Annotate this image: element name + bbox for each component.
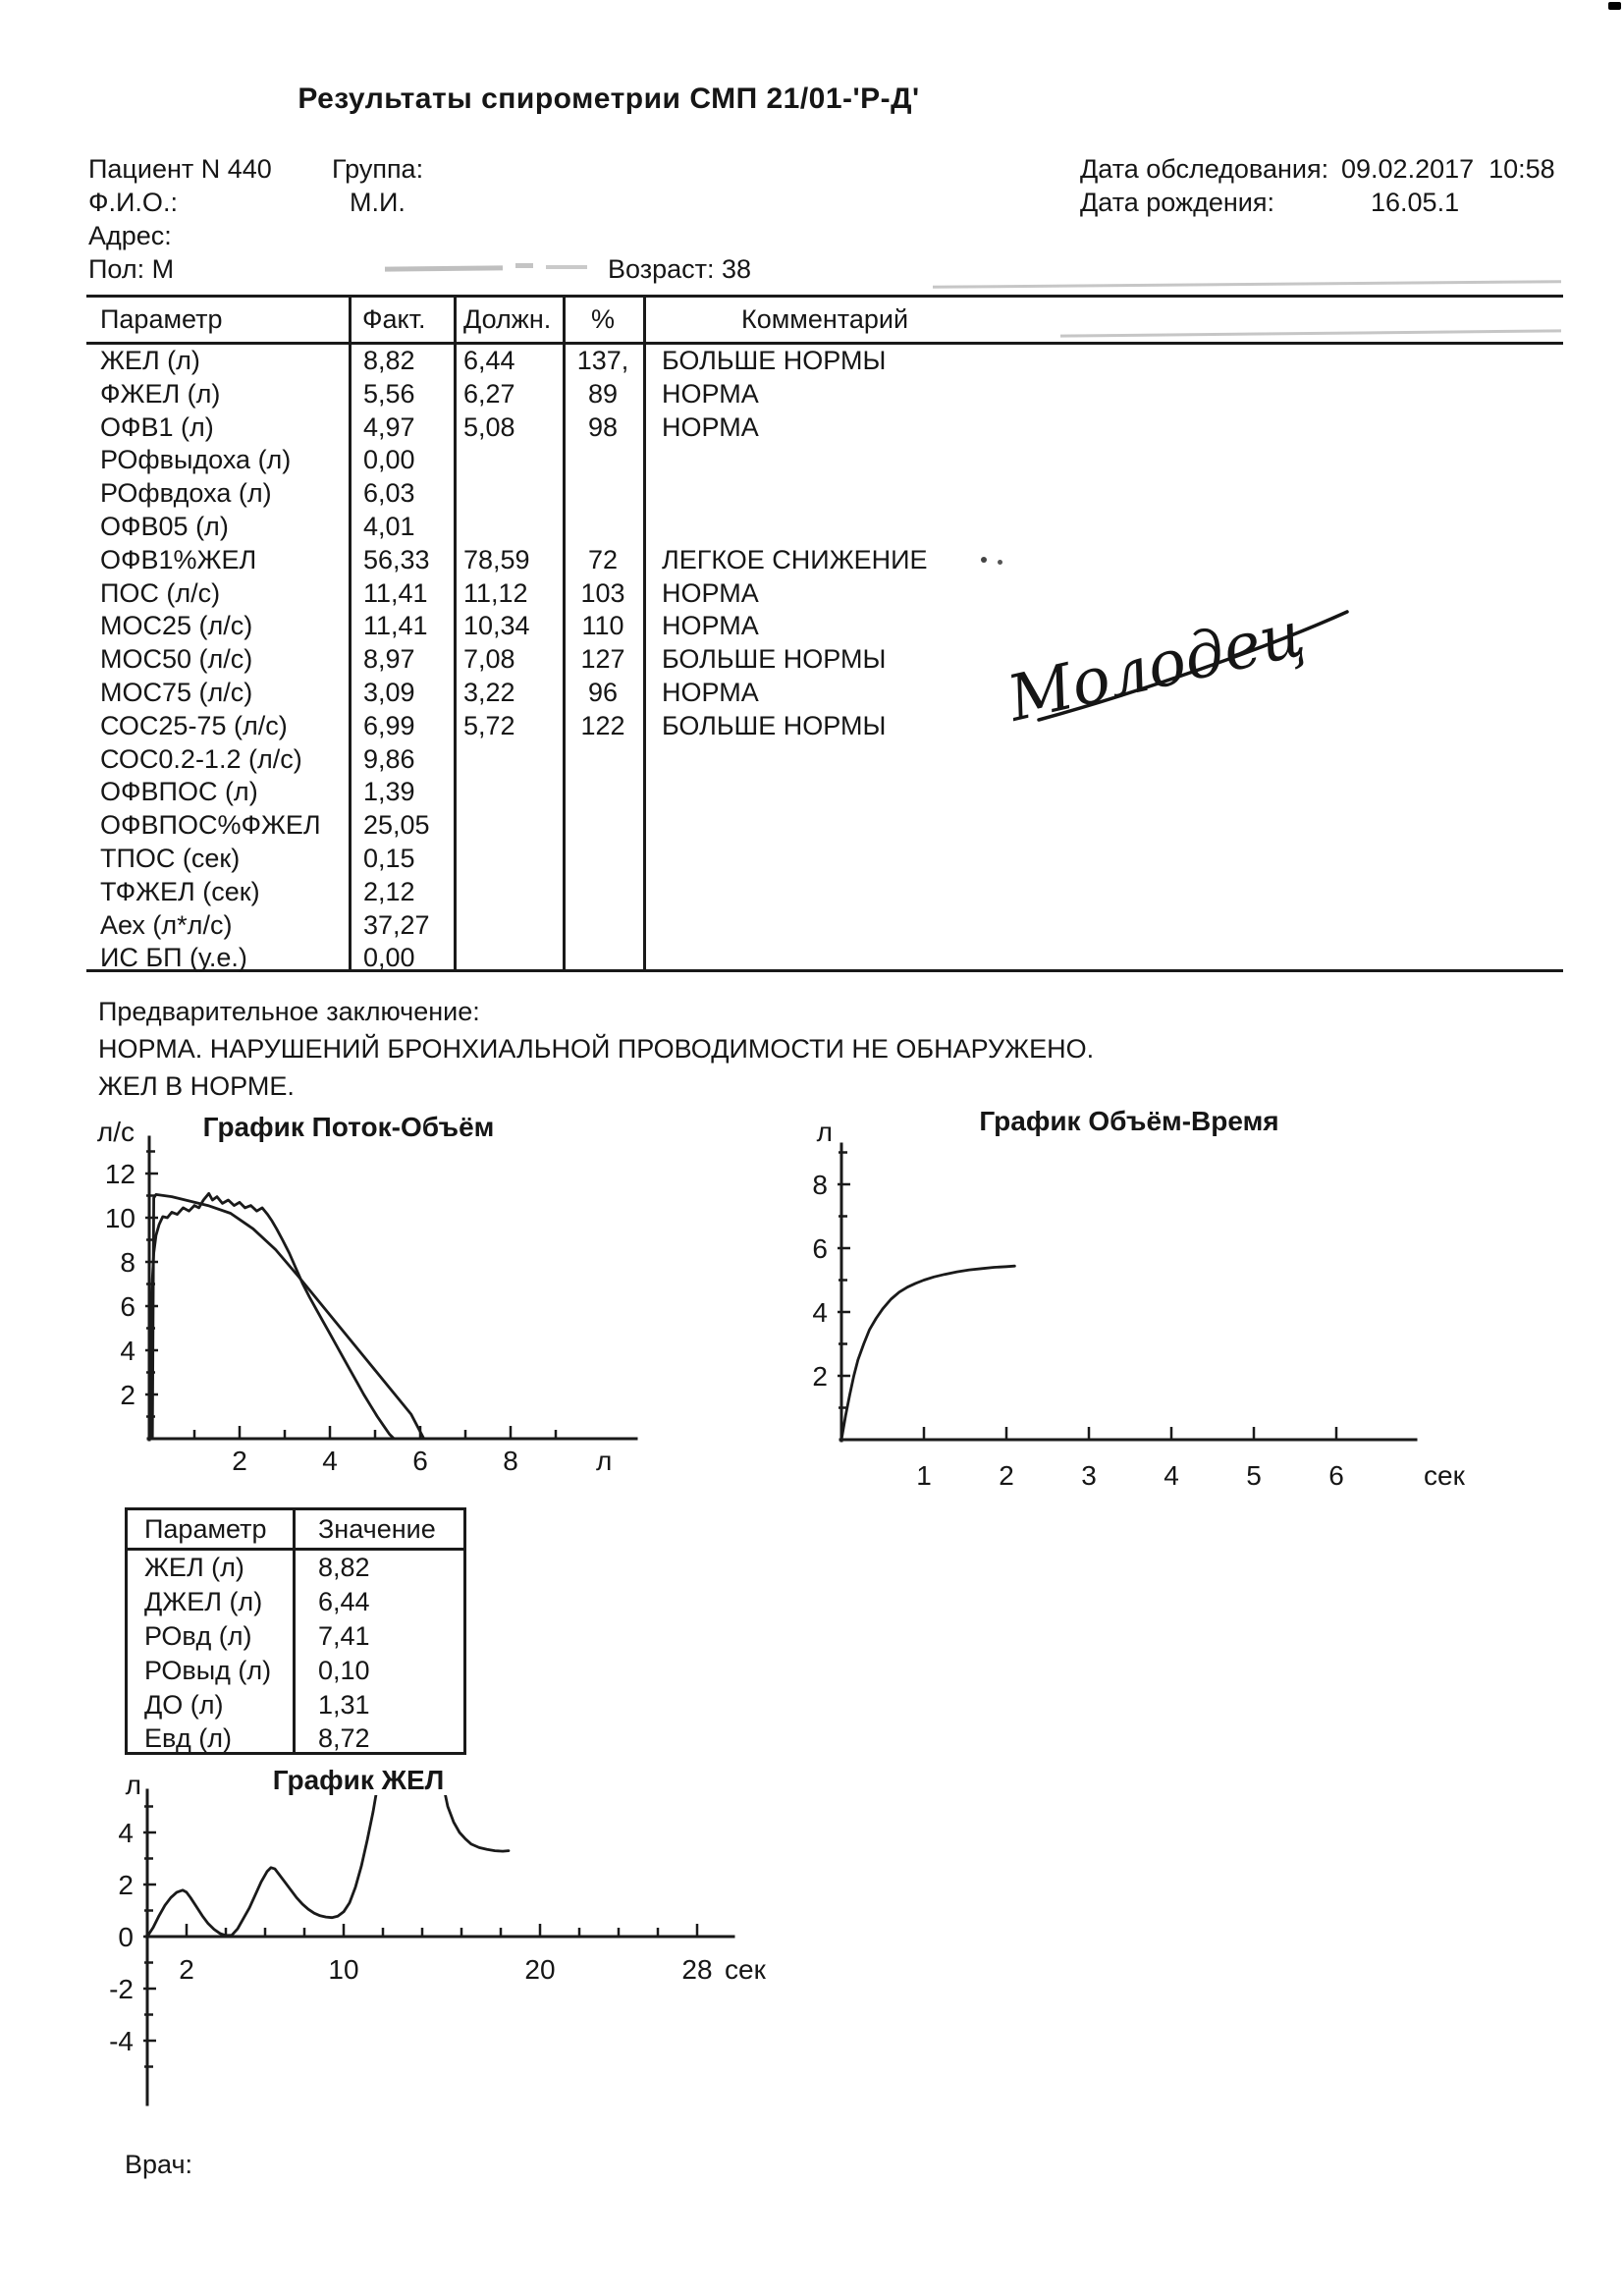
conclusion-heading: Предварительное заключение: [98, 997, 480, 1026]
x-tick-label: 2 [232, 1446, 247, 1476]
cell-d [454, 942, 563, 975]
y-axis-unit-label: л/с [96, 1117, 135, 1147]
col-header-percent: % [590, 304, 615, 334]
table-row [86, 909, 1563, 943]
cell-p: ОФВПОС (л) [100, 777, 258, 807]
y-tick-label: 4 [812, 1297, 828, 1328]
x-tick-label: 2 [179, 1954, 194, 1985]
cell-f: 56,33 [363, 544, 430, 574]
cell-f: 9,86 [363, 743, 415, 774]
cell-d [454, 809, 563, 843]
cell-c [643, 942, 1563, 975]
cell-d [454, 909, 563, 943]
x-tick-label: 8 [503, 1446, 518, 1476]
vc-table-body [128, 1551, 463, 1756]
y-tick-label: 4 [118, 1818, 134, 1848]
col-header-actual: Факт. [362, 304, 426, 334]
scan-artifact [385, 265, 503, 271]
cell-value: 1,31 [318, 1689, 370, 1720]
y-tick-label: 2 [118, 1870, 134, 1900]
vc-chart-title: График ЖЕЛ [272, 1765, 445, 1795]
vc-table [125, 1507, 466, 1755]
vc-col-header-parameter: Параметр [144, 1514, 267, 1544]
vc-col-header-value: Значение [318, 1514, 436, 1544]
curve-spirogram-part2 [443, 1783, 509, 1852]
cell-d [454, 743, 563, 777]
cell-value: 8,72 [318, 1723, 370, 1754]
table-row [86, 411, 1563, 445]
cell-pct [563, 511, 643, 544]
y-tick-label: 2 [812, 1361, 828, 1392]
cell-p: ОФВПОС%ФЖЕЛ [100, 810, 321, 841]
signature-text: Молодец [1001, 597, 1312, 737]
table-row [86, 942, 1563, 975]
cell-parameter: РОвд (л) [144, 1620, 252, 1651]
cell-d: 10,34 [463, 611, 530, 641]
cell-d: 7,08 [463, 644, 515, 675]
page-title: Результаты спирометрии СМП 21/01-'Р-Д' [298, 82, 920, 115]
cell-pct [563, 843, 643, 876]
cell-p: МОС50 (л/с) [100, 644, 253, 675]
cell-p: МОС25 (л/с) [100, 611, 253, 641]
cell-f: 5,56 [363, 378, 415, 409]
table-row [86, 444, 1563, 477]
flow-volume-chart [79, 1108, 687, 1503]
vc-table-header [128, 1510, 463, 1551]
table-row [86, 809, 1563, 843]
x-tick-label: 3 [1081, 1460, 1097, 1491]
conclusion-line: ЖЕЛ В НОРМЕ. [98, 1071, 295, 1101]
cell-d [454, 776, 563, 809]
cell-parameter: РОвыд (л) [144, 1655, 272, 1685]
cell-pct: 110 [581, 611, 624, 641]
cell-p: МОС75 (л/с) [100, 677, 253, 707]
cell-p: ПОС (л/с) [100, 577, 221, 608]
x-tick-label: 6 [1328, 1460, 1344, 1491]
cell-d: 5,72 [463, 710, 515, 740]
cell-d: 3,22 [463, 677, 515, 707]
cell-f: 6,99 [363, 710, 415, 740]
cell-d [454, 511, 563, 544]
x-tick-label: 10 [328, 1954, 359, 1985]
cell-f: 25,05 [363, 810, 430, 841]
cell-pct [563, 477, 643, 511]
col-header-parameter: Параметр [100, 304, 223, 334]
cell-pct [563, 444, 643, 477]
cell-pct: 122 [580, 710, 625, 740]
cell-f: 2,12 [363, 876, 415, 906]
x-tick-label: 4 [322, 1446, 338, 1476]
y-tick-label: 6 [120, 1291, 135, 1322]
cell-parameter: ДЖЕЛ (л) [144, 1586, 263, 1616]
x-axis-unit-label: сек [1424, 1460, 1465, 1491]
x-tick-label: 28 [681, 1954, 713, 1985]
cell-d [454, 444, 563, 477]
y-tick-label: -2 [109, 1974, 134, 2004]
cell-p: ОФВ1%ЖЕЛ [100, 544, 257, 574]
cell-f: 8,82 [363, 346, 415, 375]
cell-c: НОРМА [662, 577, 759, 608]
table-row [128, 1619, 463, 1654]
x-tick-label: 1 [916, 1460, 932, 1491]
cell-d: 6,27 [463, 378, 515, 409]
fio-value: М.И. [350, 188, 406, 217]
table-row [128, 1654, 463, 1688]
y-tick-label: -4 [109, 2026, 134, 2056]
cell-parameter: Евд (л) [144, 1723, 233, 1754]
cell-c [643, 444, 1563, 477]
y-tick-label: 4 [120, 1336, 135, 1366]
cell-pct: 103 [580, 577, 625, 608]
vc-chart [88, 1763, 776, 2126]
cell-value: 0,10 [318, 1655, 370, 1685]
cell-pct [563, 809, 643, 843]
scan-artifact [1608, 2, 1621, 10]
cell-value: 7,41 [318, 1620, 370, 1651]
cell-d: 6,44 [463, 346, 515, 375]
cell-p: ИС БП (у.е.) [100, 943, 247, 973]
cell-p: ОФВ1 (л) [100, 411, 214, 442]
cell-f: 0,00 [363, 943, 415, 973]
birth-date-label: Дата рождения: [1080, 188, 1274, 217]
table-row [86, 776, 1563, 809]
cell-d: 78,59 [463, 544, 530, 574]
volume-time-chart [776, 1108, 1512, 1501]
cell-f: 0,00 [363, 445, 415, 475]
table-row [86, 876, 1563, 909]
curve-predicted [152, 1194, 424, 1439]
x-axis-unit-label: сек [725, 1954, 766, 1985]
cell-d [454, 843, 563, 876]
cell-p: ТФЖЕЛ (сек) [100, 876, 260, 906]
cell-value: 6,44 [318, 1586, 370, 1616]
col-header-comment: Комментарий [741, 304, 909, 334]
x-tick-label: 5 [1246, 1460, 1262, 1491]
cell-c [643, 776, 1563, 809]
cell-f: 6,03 [363, 478, 415, 509]
cell-c: ЛЕГКОЕ СНИЖЕНИЕ [662, 544, 928, 574]
cell-p: РОфвыдоха (л) [100, 445, 292, 475]
scan-artifact [546, 265, 587, 269]
cell-f: 0,15 [363, 843, 415, 873]
cell-f: 3,09 [363, 677, 415, 707]
y-tick-label: 0 [118, 1922, 134, 1952]
cell-pct: 137, [576, 346, 629, 375]
curve-spirogram-part1 [147, 1783, 378, 1937]
handwritten-signature [923, 486, 1492, 781]
column-divider [349, 298, 352, 969]
cell-f: 11,41 [363, 611, 428, 641]
cell-c: БОЛЬШЕ НОРМЫ [662, 644, 887, 675]
cell-pct: 89 [587, 378, 619, 409]
y-axis-unit-label: л [816, 1117, 833, 1147]
birth-date-value: 16.05.1 [1371, 188, 1460, 217]
cell-p: ФЖЕЛ (л) [100, 378, 221, 409]
cell-c: НОРМА [662, 677, 759, 707]
cell-f: 4,01 [363, 511, 415, 541]
cell-d [454, 477, 563, 511]
exam-date-label: Дата обследования: [1080, 154, 1329, 184]
cell-d: 5,08 [463, 411, 515, 442]
address-label: Адрес: [88, 221, 172, 250]
cell-d: 11,12 [463, 577, 528, 608]
cell-c: НОРМА [662, 378, 759, 409]
cell-pct: 72 [587, 544, 619, 574]
y-tick-label: 8 [120, 1247, 135, 1278]
y-tick-label: 6 [812, 1233, 828, 1264]
cell-pct [563, 743, 643, 777]
cell-c [643, 876, 1563, 909]
fio-label: Ф.И.О.: [88, 188, 178, 217]
table-row [128, 1551, 463, 1585]
cell-f: 8,97 [363, 644, 415, 675]
cell-pct [563, 909, 643, 943]
cell-p: СОС25-75 (л/с) [100, 710, 288, 740]
curve-volume-time [841, 1266, 1014, 1440]
table-row [86, 378, 1563, 411]
results-table-header [86, 298, 1563, 345]
x-tick-label: 20 [524, 1954, 556, 1985]
cell-p: ТПОС (сек) [100, 843, 241, 873]
col-header-predicted: Должн. [463, 304, 552, 334]
conclusion-line: НОРМА. НАРУШЕНИЙ БРОНХИАЛЬНОЙ ПРОВОДИМОСТИ НЕ ОБНАРУЖЕНО. [98, 1034, 1095, 1064]
cell-parameter: ДО (л) [144, 1689, 224, 1720]
column-divider [454, 298, 457, 969]
cell-pct [563, 776, 643, 809]
cell-c: БОЛЬШЕ НОРМЫ [662, 346, 887, 375]
flow-volume-chart-title: График Поток-Объём [202, 1112, 495, 1142]
y-tick-label: 8 [812, 1170, 828, 1200]
cell-d [454, 876, 563, 909]
volume-time-chart-title: График Объём-Время [979, 1106, 1279, 1136]
cell-p: Аех (л*л/с) [100, 909, 233, 940]
cell-f: 11,41 [363, 577, 428, 608]
table-row [128, 1585, 463, 1619]
age-label: Возраст: 38 [608, 254, 752, 284]
cell-pct: 127 [580, 644, 625, 675]
y-tick-label: 12 [104, 1159, 135, 1189]
x-tick-label: 6 [412, 1446, 428, 1476]
cell-c [643, 809, 1563, 843]
cell-p: ОФВ05 (л) [100, 511, 229, 541]
scan-artifact [933, 280, 1561, 289]
cell-c: БОЛЬШЕ НОРМЫ [662, 710, 887, 740]
cell-f: 37,27 [363, 909, 430, 940]
cell-parameter: ЖЕЛ (л) [144, 1553, 244, 1582]
column-divider [563, 298, 566, 969]
x-tick-label: 2 [999, 1460, 1014, 1491]
scan-artifact [515, 263, 533, 268]
y-axis-unit-label: л [125, 1770, 141, 1800]
cell-pct: 98 [587, 411, 619, 442]
table-row [128, 1721, 463, 1756]
y-tick-label: 10 [104, 1203, 135, 1233]
y-tick-label: 2 [120, 1380, 135, 1410]
table-row [86, 345, 1563, 378]
x-tick-label: 4 [1164, 1460, 1179, 1491]
cell-value: 8,82 [318, 1553, 370, 1582]
table-row [86, 843, 1563, 876]
cell-f: 4,97 [363, 411, 415, 442]
cell-p: СОС0.2-1.2 (л/с) [100, 743, 302, 774]
cell-pct [563, 942, 643, 975]
sex-label: Пол: М [88, 254, 175, 284]
cell-f: 1,39 [363, 777, 415, 807]
cell-c: НОРМА [662, 411, 759, 442]
cell-pct: 96 [587, 677, 619, 707]
cell-p: РОфвдоха (л) [100, 478, 272, 509]
column-divider [643, 298, 646, 969]
cell-pct [563, 876, 643, 909]
group-label: Группа: [332, 154, 424, 184]
exam-date-value: 09.02.2017 10:58 [1341, 154, 1555, 184]
doctor-label: Врач: [125, 2150, 193, 2179]
curve-measured [150, 1193, 394, 1439]
cell-c [643, 843, 1563, 876]
table-row [128, 1688, 463, 1722]
x-axis-unit-label: л [596, 1446, 613, 1476]
cell-c [643, 909, 1563, 943]
cell-c: НОРМА [662, 611, 759, 641]
patient-number: Пациент N 440 [88, 154, 272, 184]
cell-p: ЖЕЛ (л) [100, 346, 200, 375]
column-divider [293, 1510, 296, 1752]
